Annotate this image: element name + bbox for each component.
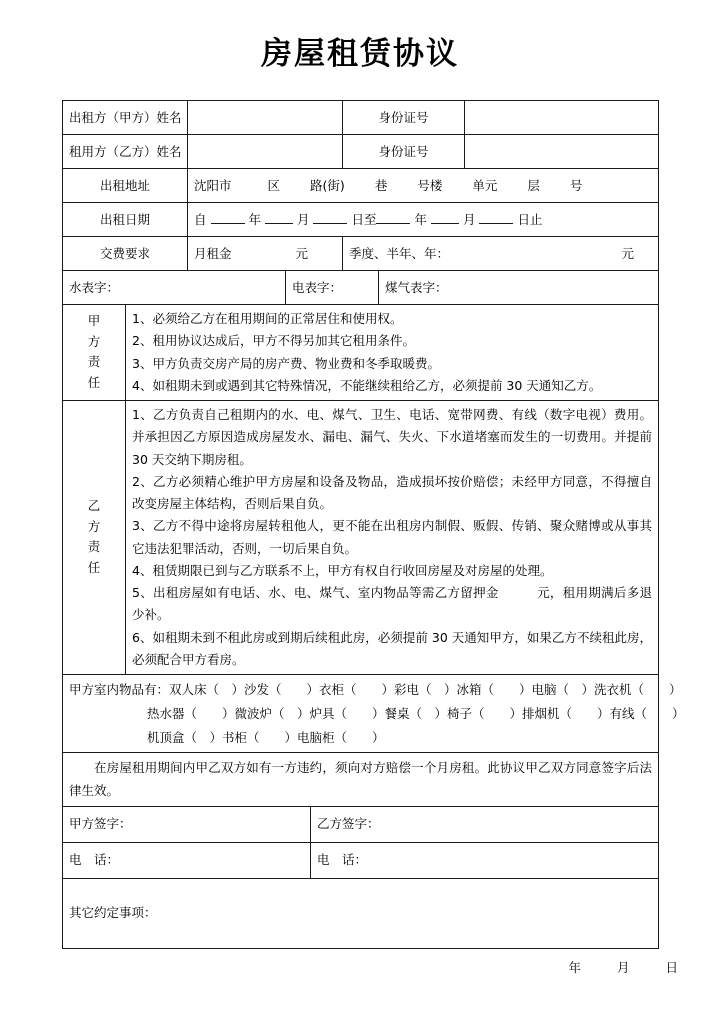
address-building: 号楼 [417,177,443,193]
table-row-meters [63,271,659,305]
breach-clause-text: 在房屋租用期间内甲乙双方如有一方违约，须向对方赔偿一个月房租。此协议甲乙双方同意签字后法律生效。 [69,760,653,799]
party-a-clause-2: 2、租用协议达成后，甲方不得另加其它租用条件。 [132,333,415,349]
lease-date-from: 自 [194,211,207,227]
inventory-list[interactable] [63,675,685,753]
party-b-clause-5: 5、出租房屋如有电话、水、电、煤气、室内物品等需乙方留押金 元，租用期满后多退少补。 [132,585,653,623]
address-unit: 单元 [472,177,498,193]
lease-end-year-blank[interactable] [376,211,410,224]
landlord-name-label: 出租方（甲方）姓名 [63,101,188,135]
address-city: 沈阳市 [194,177,232,193]
landlord-name-field[interactable] [188,101,343,135]
payment-label: 交费要求 [63,237,188,271]
table-row-tenant [63,135,659,169]
address-label: 出租地址 [63,169,188,203]
period-payment-label: 季度、半年、年： [349,245,450,261]
table-row-payment [63,237,659,271]
address-district: 区 [267,177,281,193]
party-b-label-char-1: 乙 [87,498,101,514]
address-field[interactable] [188,169,659,203]
lease-date-field[interactable] [188,203,659,237]
lease-start-day-blank[interactable] [313,211,347,224]
table-row-signatures [63,806,659,842]
tenant-id-label: 身份证号 [343,135,465,169]
party-b-phone-field[interactable]: 电 话： [311,842,659,878]
party-b-clause-1: 1、乙方负责自己租期内的水、电、煤气、卫生、电话、宽带网费、有线（数字电视）费用。并承担因乙方原因造成房屋发水、漏电、漏气、失火、下水道堵塞而发生的一切费用。并提前 30 天交纳下期房租。 [132,407,653,467]
monthly-rent-field[interactable] [188,237,343,271]
lease-end-day-blank[interactable] [479,211,513,224]
address-floor: 层 [527,177,540,193]
lease-end-month-unit: 月 [462,211,476,227]
inventory-line-2: 热水器（ ）微波炉（ ）炉具（ ）餐桌（ ）椅子（ ）排烟机（ ）有线（ ） [147,705,685,721]
footer-month-label: 月 [616,959,630,975]
footer-day-label: 日 [665,959,678,975]
tenant-id-field[interactable] [465,135,659,169]
inventory-line-1 [69,678,682,702]
period-payment-unit: 元 [621,245,635,261]
lease-end-month-blank[interactable] [431,211,459,224]
lease-start-month-unit: 月 [296,211,310,227]
table-row-breach [63,753,659,806]
party-a-duties-label [63,305,126,401]
address-number: 号 [569,177,583,193]
address-lane: 巷 [374,177,388,193]
table-row-lease-date [63,203,659,237]
agreement-table [62,100,685,949]
table-row-party-b-duties [63,401,659,675]
inventory-items-1: 双人床（ ）沙发（ ）衣柜（ ）彩电（ ）冰箱（ ）电脑（ ）洗衣机（ ） [169,682,682,697]
footer-date-line [124,949,720,976]
lease-end-day-unit: 日止 [517,211,543,227]
party-a-signature-field[interactable]: 甲方签字： [63,806,311,842]
monthly-rent-unit: 元 [295,245,309,261]
lease-start-month-blank[interactable] [265,211,293,224]
landlord-id-label: 身份证号 [343,101,465,135]
other-terms-label: 其它约定事项： [69,905,157,921]
party-b-clause-2: 2、乙方必须精心维护甲方房屋和设备及物品，造成损坏按价赔偿；未经甲方同意，不得擅自改变房屋主体结构，否则后果自负。 [132,473,653,511]
party-a-clause-1: 1、必须给乙方在租用期间的正常居住和使用权。 [132,311,403,326]
lease-end-year-unit: 年 [414,211,427,227]
table-row-phones [63,842,659,878]
table-row-other-terms [63,878,659,948]
electricity-meter-field[interactable]: 电表字： [286,271,379,305]
inventory-prefix: 甲方室内物品有： [69,682,170,697]
table-row-party-a-duties [63,305,659,401]
party-a-label-char-2: 方 [87,333,101,349]
lease-start-year-unit: 年 [248,211,262,227]
landlord-id-field[interactable] [465,101,659,135]
gas-meter-field[interactable]: 煤气表字： [379,271,659,305]
water-meter-field[interactable]: 水表字： [63,271,286,305]
party-a-label-char-1: 甲 [87,313,101,329]
agreement-table-wrapper [62,100,685,975]
footer-year-label: 年 [568,959,581,975]
address-road: 路(街) [310,177,345,193]
party-b-label-char-2: 方 [87,518,101,534]
party-b-signature-field[interactable]: 乙方签字： [311,806,659,842]
period-payment-field[interactable] [343,237,659,271]
inventory-line-3: 机顶盒（ ）书柜（ ）电脑柜（ ） [147,729,385,745]
table-row-landlord [63,101,659,135]
lease-start-day-unit: 日至 [351,211,377,227]
party-a-phone-field[interactable]: 电 话： [63,842,311,878]
page-title: 房屋租赁协议 [261,36,459,72]
party-b-clause-4: 4、租赁期限已到与乙方联系不上，甲方有权自行收回房屋及对房屋的处理。 [132,562,553,578]
monthly-rent-label: 月租金 [194,245,232,261]
party-b-clause-3: 3、乙方不得中途将房屋转租他人，更不能在出租房内制假、贩假、传销、聚众赌博或从事其它违法犯罪活动，否则，一切后果自负。 [132,518,653,556]
table-row-inventory [63,675,659,753]
party-b-duties-label [63,401,126,675]
party-a-clauses [126,305,659,401]
breach-clause [63,753,659,806]
party-a-clause-4: 4、如租期未到或遇到其它特殊情况，不能继续租给乙方，必须提前 30 天通知乙方。 [132,377,602,393]
tenant-name-label: 租用方（乙方）姓名 [63,135,188,169]
party-b-label-char-3: 责 [87,539,101,555]
party-b-clause-6: 6、如租期未到不租此房或到期后续租此房，必须提前 30 天通知甲方，如果乙方不续租此房，必须配合甲方看房。 [132,629,653,667]
party-b-clauses [126,401,659,675]
party-b-label-char-4: 任 [87,560,101,575]
party-a-clause-3: 3、甲方负责交房产局的房产费、物业费和冬季取暖费。 [132,355,440,371]
party-a-label-char-3: 责 [87,354,101,370]
tenant-name-field[interactable] [188,135,343,169]
lease-date-label: 出租日期 [63,203,188,237]
table-row-address [63,169,659,203]
party-a-label-char-4: 任 [87,375,101,390]
other-terms-field[interactable] [63,878,659,948]
lease-start-year-blank[interactable] [211,211,245,224]
